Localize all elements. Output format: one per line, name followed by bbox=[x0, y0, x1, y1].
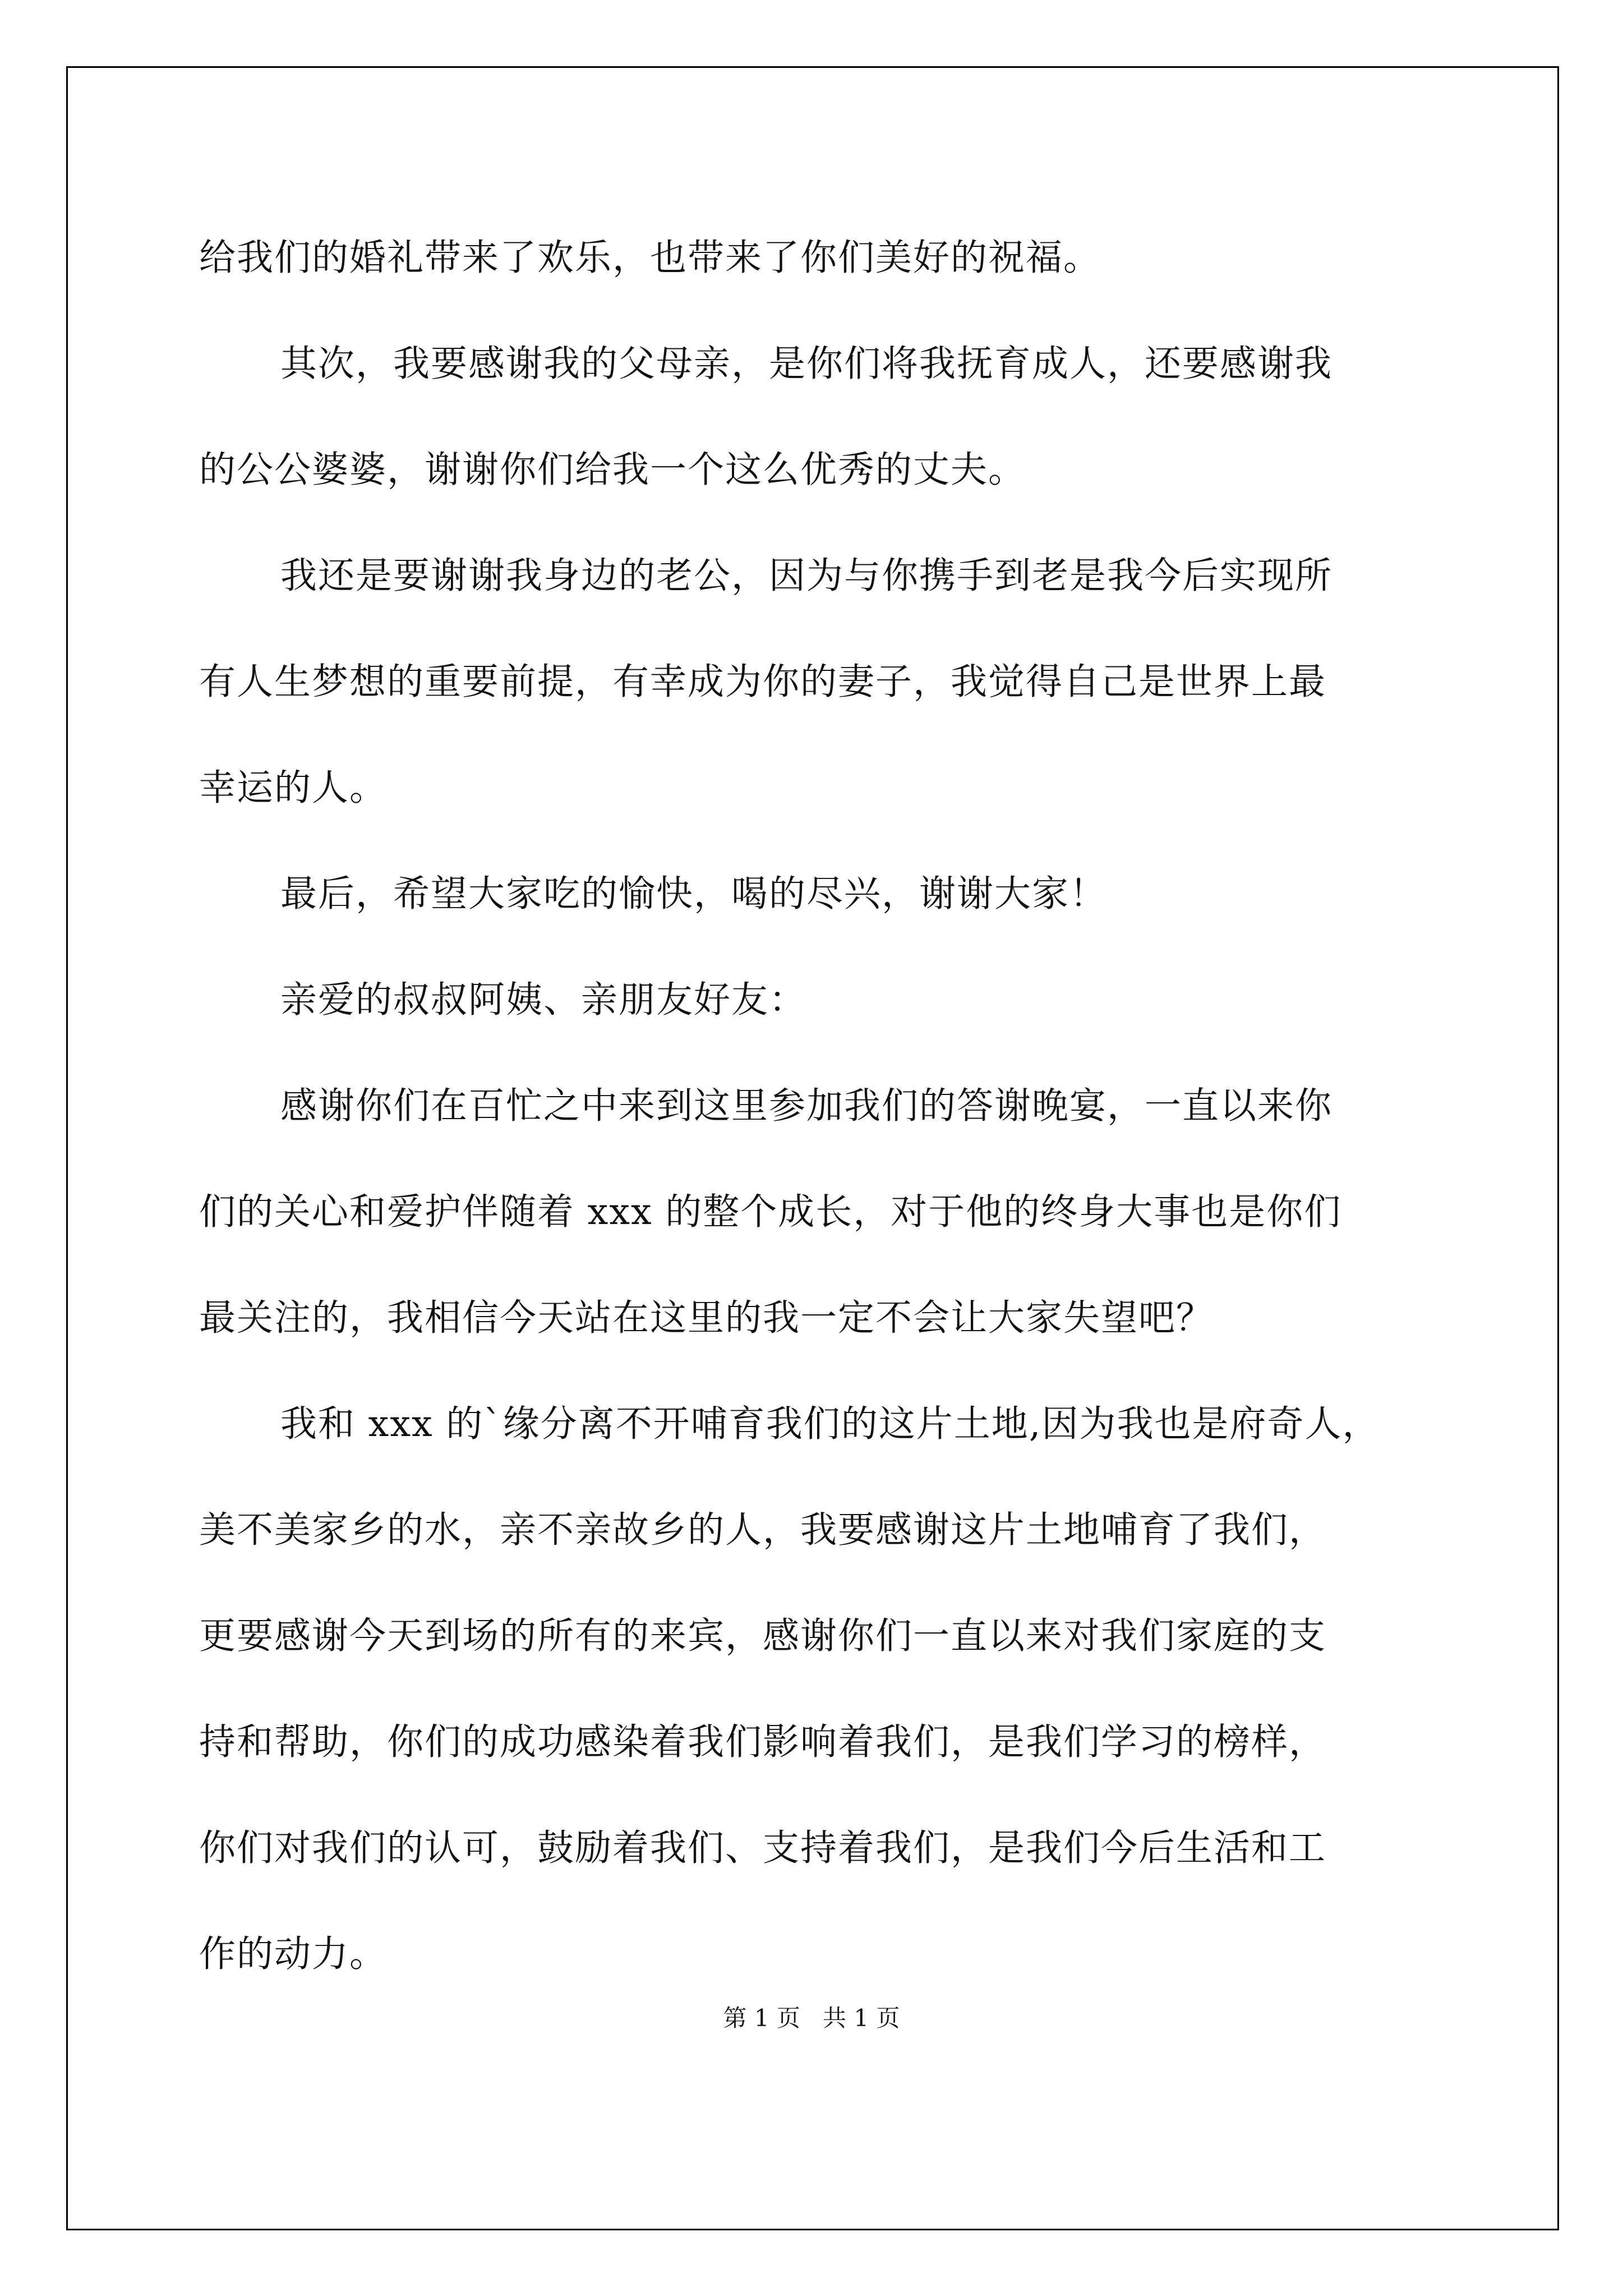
text-line: 的公公婆婆，谢谢你们给我一个这么优秀的丈夫。 bbox=[199, 449, 1026, 491]
text-line: 最关注的，我相信今天站在这里的我一定不会让大家失望吧？ bbox=[199, 1297, 1214, 1339]
text-line: 亲爱的叔叔阿姨、亲朋友好友： bbox=[280, 979, 807, 1021]
text-line: 其次，我要感谢我的父母亲，是你们将我抚育成人，还要感谢我 bbox=[280, 343, 1333, 385]
text-line: 感谢你们在百忙之中来到这里参加我们的答谢晚宴，一直以来你 bbox=[280, 1085, 1333, 1127]
text-line: 我和 xxx 的`缘分离不开哺育我们的这片土地,因为我也是府奇人， bbox=[280, 1403, 1380, 1445]
text-line: 幸运的人。 bbox=[199, 767, 388, 809]
text-line: 我还是要谢谢我身边的老公，因为与你携手到老是我今后实现所 bbox=[280, 555, 1333, 597]
text-line: 持和帮助，你们的成功感染着我们影响着我们，是我们学习的榜样， bbox=[199, 1721, 1327, 1763]
page-number-footer: 第 1 页 共 1 页 bbox=[723, 2004, 900, 2032]
text-line: 有人生梦想的重要前提，有幸成为你的妻子，我觉得自己是世界上最 bbox=[199, 661, 1327, 703]
text-line: 们的关心和爱护伴随着 xxx 的整个成长，对于他的终身大事也是你们 bbox=[199, 1191, 1342, 1233]
document-body bbox=[199, 205, 1433, 2007]
text-line: 更要感谢今天到场的所有的来宾，感谢你们一直以来对我们家庭的支 bbox=[199, 1615, 1327, 1657]
text-line: 最后，希望大家吃的愉快，喝的尽兴，谢谢大家！ bbox=[280, 873, 1108, 915]
text-line: 美不美家乡的水，亲不亲故乡的人，我要感谢这片土地哺育了我们， bbox=[199, 1509, 1327, 1551]
text-line: 你们对我们的认可，鼓励着我们、支持着我们，是我们今后生活和工 bbox=[199, 1827, 1327, 1869]
text-line: 给我们的婚礼带来了欢乐，也带来了你们美好的祝福。 bbox=[199, 237, 1101, 279]
text-line: 作的动力。 bbox=[199, 1933, 388, 1975]
